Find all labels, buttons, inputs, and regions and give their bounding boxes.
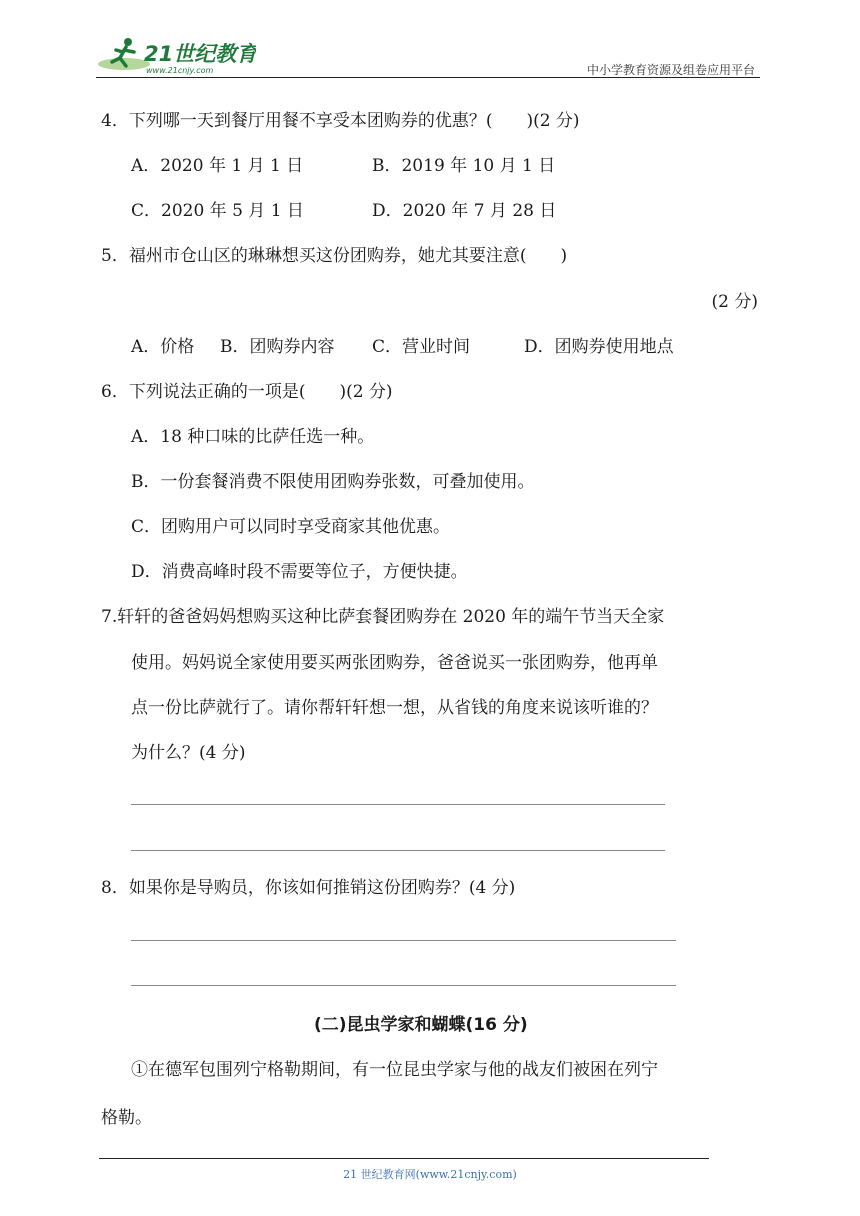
q5-option-c: C．营业时间 [372, 337, 471, 357]
q4-option-a: A．2020 年 1 月 1 日 [131, 156, 304, 176]
q8-answer-line-2[interactable] [131, 985, 676, 986]
q5-option-a: A．价格 [131, 337, 195, 357]
q4-option-c: C．2020 年 5 月 1 日 [131, 201, 304, 221]
q6-option-c: C．团购用户可以同时享受商家其他优惠。 [131, 517, 451, 537]
section-title: (二)昆虫学家和蝴蝶(16 分) [314, 1015, 528, 1035]
q6-option-b: B．一份套餐消费不限使用团购券张数，可叠加使用。 [131, 472, 535, 492]
runner-logo-icon [96, 34, 256, 78]
q6-option-a: A．18 种口味的比萨任选一种。 [131, 427, 375, 447]
q5-stem: 5．福州市仓山区的琳琳想买这份团购券，她尤其要注意( ) [101, 246, 568, 266]
footer-divider [99, 1158, 709, 1159]
q8-answer-line-1[interactable] [131, 940, 676, 941]
site-logo [96, 34, 256, 78]
q5-option-d: D．团购券使用地点 [524, 337, 674, 357]
q7-line-1: 7.轩轩的爸爸妈妈想购买这种比萨套餐团购券在 2020 年的端午节当天全家 [101, 607, 665, 627]
q7-answer-line-2[interactable] [131, 850, 665, 851]
q4-option-b: B．2019 年 10 月 1 日 [372, 156, 556, 176]
q7-line-3: 点一份比萨就行了。请你帮轩轩想一想，从省钱的角度来说该听谁的？ [131, 698, 658, 718]
platform-name: 中小学教育资源及组卷应用平台 [586, 63, 755, 77]
q7-line-2: 使用。妈妈说全家使用要买两张团购券，爸爸说买一张团购券，他再单 [131, 653, 658, 673]
footer-link[interactable]: 21 世纪教育网(www.21cnjy.com) [343, 1168, 517, 1181]
q7-answer-line-1[interactable] [131, 804, 665, 805]
paragraph-line-1: ①在德军包围列宁格勒期间，有一位昆虫学家与他的战友们被困在列宁 [131, 1060, 658, 1080]
q7-line-4: 为什么？(4 分) [131, 743, 246, 763]
logo-url: www.21cnjy.com [146, 66, 214, 75]
q6-stem: 6．下列说法正确的一项是( )(2 分) [101, 382, 393, 402]
q4-option-d: D．2020 年 7 月 28 日 [372, 201, 557, 221]
q6-option-d: D．消费高峰时段不需要等位子，方便快捷。 [131, 562, 468, 582]
header-divider [96, 77, 760, 78]
logo-text: 21世纪教育 [144, 42, 256, 66]
q5-score: (2 分) [711, 292, 758, 312]
q8-stem: 8．如果你是导购员，你该如何推销这份团购券？(4 分) [101, 878, 516, 898]
paragraph-line-2: 格勒。 [101, 1108, 152, 1128]
q4-stem: 4．下列哪一天到餐厅用餐不享受本团购券的优惠？( )(2 分) [101, 111, 580, 131]
q5-option-b: B．团购券内容 [220, 337, 335, 357]
